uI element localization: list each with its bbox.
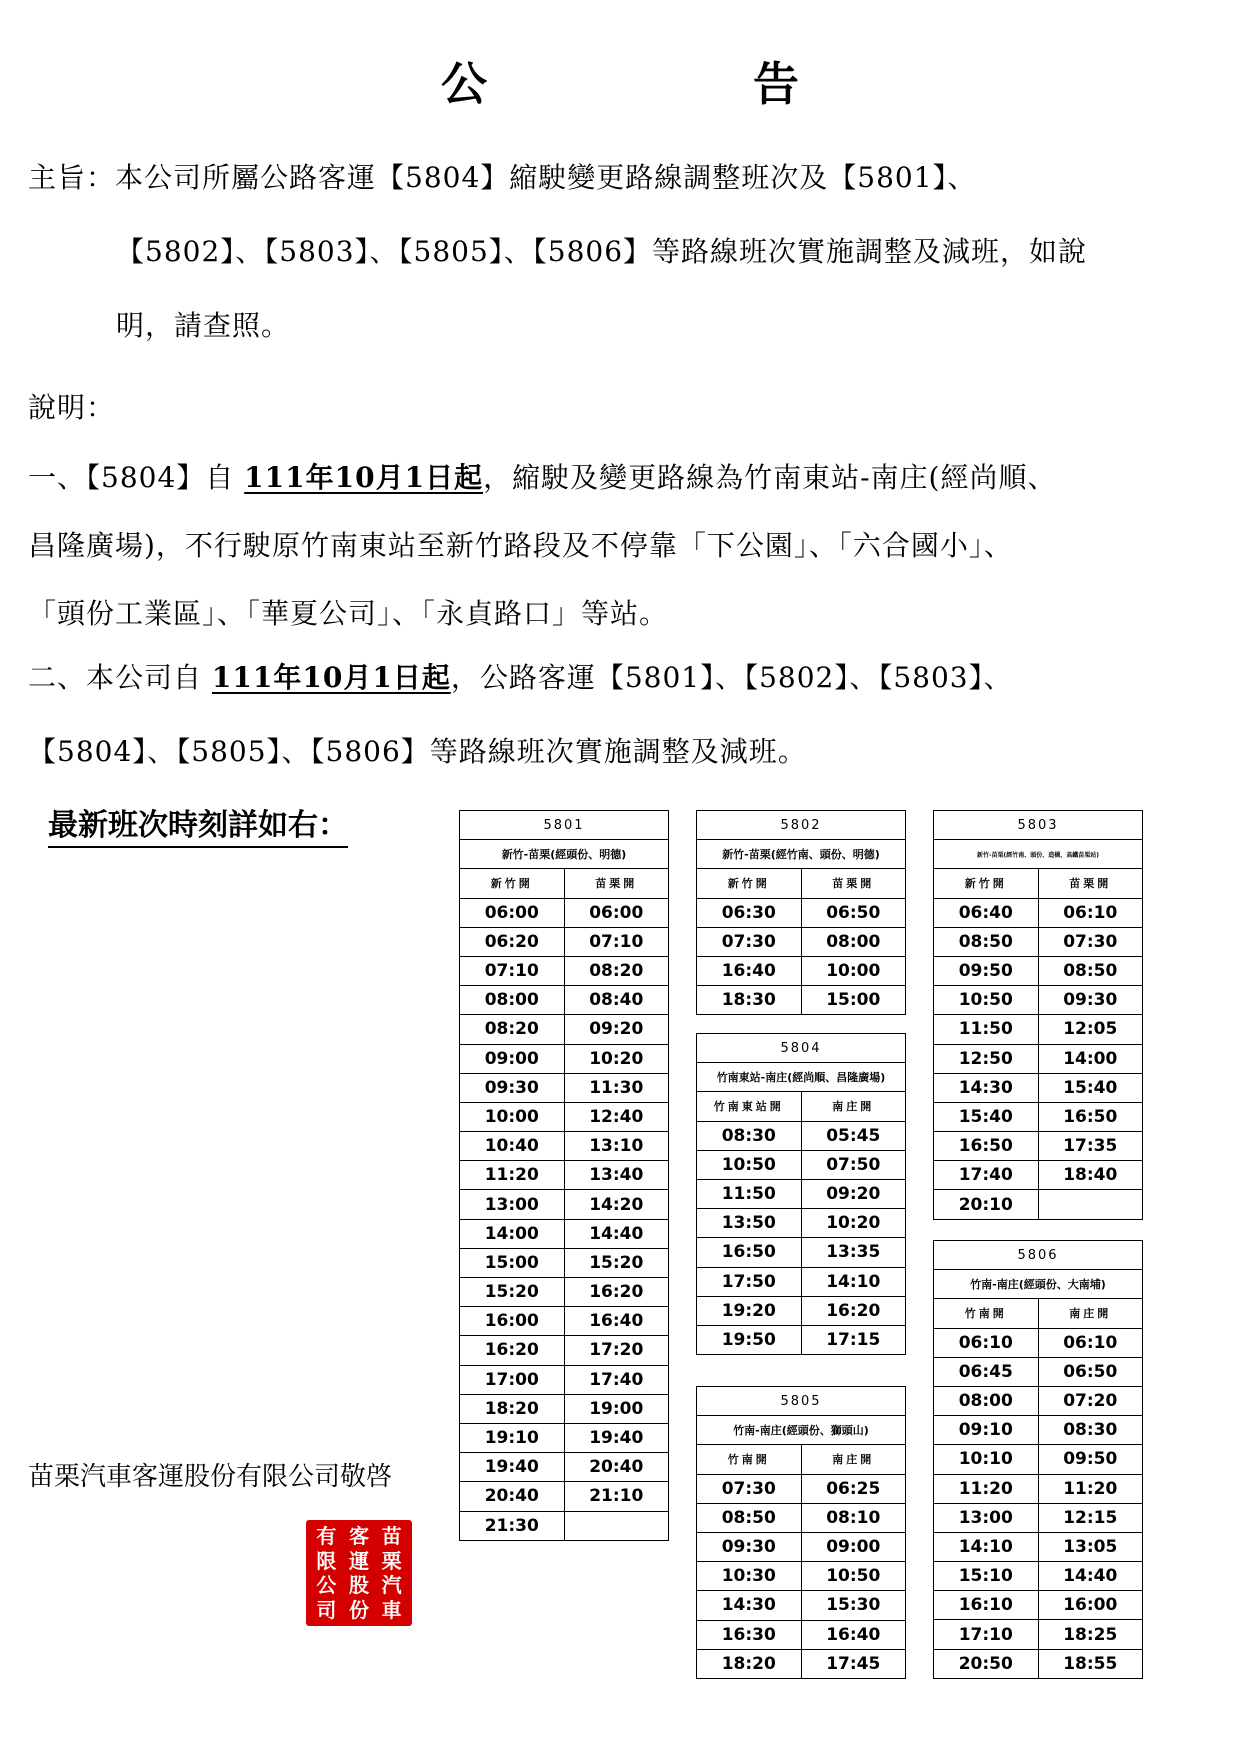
column-header-depart-1: 竹南開 <box>697 1445 802 1474</box>
route-description: 竹南-南庄(經頭份、獅頭山) <box>697 1416 906 1445</box>
time-cell: 10:10 <box>934 1445 1039 1474</box>
route-row <box>697 1387 906 1416</box>
table-row <box>934 1591 1143 1620</box>
time-cell: 20:50 <box>934 1649 1039 1678</box>
route-desc-row <box>934 840 1143 869</box>
time-cell: 16:20 <box>564 1278 669 1307</box>
item1-date: 111年10月1日起 <box>244 461 484 494</box>
company-signature: 苗栗汽車客運股份有限公司敬啓 <box>28 1462 393 1492</box>
table-row <box>934 1445 1143 1474</box>
time-cell: 13:00 <box>460 1190 565 1219</box>
time-cell: 14:00 <box>1038 1044 1143 1073</box>
table-row <box>934 898 1143 927</box>
time-cell: 06:50 <box>1038 1357 1143 1386</box>
time-cell: 13:10 <box>564 1132 669 1161</box>
time-cell: 17:00 <box>460 1365 565 1394</box>
header-row <box>697 1445 906 1474</box>
table-row <box>934 1044 1143 1073</box>
time-cell: 06:10 <box>1038 898 1143 927</box>
time-cell: 11:50 <box>697 1179 802 1208</box>
route-row <box>460 811 669 840</box>
time-cell: 10:50 <box>697 1150 802 1179</box>
table-row <box>697 1532 906 1561</box>
table-row <box>697 1238 906 1267</box>
item2-rest: ，公路客運【5801】、【5802】、【5803】、 <box>450 661 1013 694</box>
time-cell: 08:40 <box>564 986 669 1015</box>
timetable-5801 <box>459 810 669 1541</box>
table-row <box>697 1562 906 1591</box>
table-row <box>934 1503 1143 1532</box>
time-cell: 18:30 <box>697 986 802 1015</box>
header-row <box>934 869 1143 898</box>
table-row <box>697 1325 906 1354</box>
route-number: 5803 <box>934 811 1143 840</box>
timetable-5803 <box>933 810 1143 1220</box>
time-cell: 09:10 <box>934 1416 1039 1445</box>
time-cell: 14:30 <box>934 1073 1039 1102</box>
column-header-depart-2: 苗栗開 <box>801 869 906 898</box>
time-cell: 18:55 <box>1038 1649 1143 1678</box>
table-row <box>934 1649 1143 1678</box>
route-desc-row <box>697 1063 906 1092</box>
time-cell: 10:00 <box>460 1102 565 1131</box>
route-desc-row <box>934 1270 1143 1299</box>
time-cell: 10:20 <box>564 1044 669 1073</box>
table-row <box>934 1161 1143 1190</box>
item2-date: 111年10月1日起 <box>211 661 451 694</box>
table-row <box>460 1394 669 1423</box>
route-description: 新竹-苗栗(經竹南、頭份、造橋、高鐵苗栗站) <box>934 840 1143 869</box>
table-row <box>697 1474 906 1503</box>
subject-line-2: 【5802】、【5803】、【5805】、【5806】等路線班次實施調整及減班，如說 <box>116 235 1088 268</box>
table-row <box>460 927 669 956</box>
table-row <box>460 1219 669 1248</box>
table-row <box>460 1161 669 1190</box>
time-cell: 06:00 <box>460 898 565 927</box>
column-header-depart-2: 南庄開 <box>1038 1299 1143 1328</box>
header-row <box>697 1092 906 1121</box>
table-row <box>697 1620 906 1649</box>
time-cell: 06:10 <box>1038 1328 1143 1357</box>
header-row <box>934 1299 1143 1328</box>
time-cell: 15:40 <box>1038 1073 1143 1102</box>
time-cell: 18:20 <box>460 1394 565 1423</box>
time-cell: 13:05 <box>1038 1532 1143 1561</box>
table-row <box>460 1190 669 1219</box>
table-row <box>934 1416 1143 1445</box>
route-row <box>934 1241 1143 1270</box>
table-row <box>934 1102 1143 1131</box>
table-row <box>934 1562 1143 1591</box>
explanation-item-2 <box>28 660 1013 696</box>
time-cell: 19:20 <box>697 1296 802 1325</box>
time-cell: 17:45 <box>801 1649 906 1678</box>
table-row <box>460 1073 669 1102</box>
time-cell: 06:40 <box>934 898 1039 927</box>
table-row <box>460 1132 669 1161</box>
seal-character: 汽 <box>381 1573 402 1597</box>
table-row <box>697 1649 906 1678</box>
table-row <box>697 1209 906 1238</box>
time-cell: 14:20 <box>564 1190 669 1219</box>
route-desc-row <box>460 840 669 869</box>
time-cell: 09:20 <box>564 1015 669 1044</box>
time-cell: 19:40 <box>564 1423 669 1452</box>
table-row <box>934 1073 1143 1102</box>
time-cell: 13:35 <box>801 1238 906 1267</box>
table-row <box>697 1503 906 1532</box>
time-cell: 16:50 <box>697 1238 802 1267</box>
time-cell: 16:40 <box>801 1620 906 1649</box>
route-number: 5806 <box>934 1241 1143 1270</box>
time-cell: 19:00 <box>564 1394 669 1423</box>
time-cell: 09:30 <box>697 1532 802 1561</box>
time-cell: 14:40 <box>1038 1562 1143 1591</box>
time-cell: 15:00 <box>460 1248 565 1277</box>
timetable-5804 <box>696 1033 906 1355</box>
route-number: 5805 <box>697 1387 906 1416</box>
seal-character: 份 <box>349 1597 369 1622</box>
time-cell: 13:00 <box>934 1503 1039 1532</box>
time-cell: 09:50 <box>934 956 1039 985</box>
timetable-5805 <box>696 1386 906 1679</box>
item1-prefix: 一、【5804】自 <box>28 461 235 494</box>
table-row <box>697 1179 906 1208</box>
time-cell: 10:00 <box>801 956 906 985</box>
time-cell: 08:20 <box>460 1015 565 1044</box>
time-cell: 20:40 <box>460 1482 565 1511</box>
table-row <box>697 1121 906 1150</box>
table-row <box>460 1307 669 1336</box>
time-cell: 05:45 <box>801 1121 906 1150</box>
table-row <box>697 898 906 927</box>
time-cell: 08:30 <box>697 1121 802 1150</box>
time-cell: 14:10 <box>801 1267 906 1296</box>
time-cell: 10:20 <box>801 1209 906 1238</box>
table-row <box>460 1044 669 1073</box>
table-row <box>460 1278 669 1307</box>
time-cell: 10:50 <box>934 986 1039 1015</box>
time-cell: 11:20 <box>1038 1474 1143 1503</box>
time-cell: 06:30 <box>697 898 802 927</box>
time-cell: 15:30 <box>801 1591 906 1620</box>
table-row <box>460 1511 669 1540</box>
time-cell: 09:30 <box>1038 986 1143 1015</box>
table-row <box>460 1015 669 1044</box>
time-cell: 10:30 <box>697 1562 802 1591</box>
table-row <box>697 1150 906 1179</box>
time-cell: 14:00 <box>460 1219 565 1248</box>
table-row <box>460 1423 669 1452</box>
column-header-depart-1: 新竹開 <box>934 869 1039 898</box>
column-header-depart-2: 南庄開 <box>801 1092 906 1121</box>
time-cell: 12:40 <box>564 1102 669 1131</box>
route-row <box>697 811 906 840</box>
time-cell: 12:05 <box>1038 1015 1143 1044</box>
time-cell: 12:50 <box>934 1044 1039 1073</box>
column-header-depart-1: 竹南開 <box>934 1299 1039 1328</box>
time-cell: 18:40 <box>1038 1161 1143 1190</box>
table-row <box>460 986 669 1015</box>
column-header-depart-1: 竹南東站開 <box>697 1092 802 1121</box>
time-cell: 17:20 <box>564 1336 669 1365</box>
time-cell: 10:50 <box>801 1562 906 1591</box>
table-row <box>460 1365 669 1394</box>
time-cell: 08:00 <box>934 1386 1039 1415</box>
column-header-depart-1: 新竹開 <box>460 869 565 898</box>
time-cell: 14:30 <box>697 1591 802 1620</box>
route-description: 新竹-苗栗(經頭份、明德) <box>460 840 669 869</box>
time-cell: 16:50 <box>1038 1102 1143 1131</box>
time-cell: 16:30 <box>697 1620 802 1649</box>
time-cell: 13:40 <box>564 1161 669 1190</box>
seal-character: 運 <box>349 1548 369 1573</box>
time-cell: 15:40 <box>934 1102 1039 1131</box>
table-row <box>934 1474 1143 1503</box>
table-row <box>934 986 1143 1015</box>
seal-character: 栗 <box>381 1548 402 1573</box>
time-cell: 09:30 <box>460 1073 565 1102</box>
route-row <box>697 1034 906 1063</box>
time-cell: 14:40 <box>564 1219 669 1248</box>
time-cell: 20:40 <box>564 1453 669 1482</box>
seal-character: 車 <box>381 1597 402 1622</box>
time-cell: 06:50 <box>801 898 906 927</box>
explanation-label: 說明： <box>28 391 116 424</box>
time-cell: 16:10 <box>934 1591 1039 1620</box>
table-row <box>934 1357 1143 1386</box>
table-row <box>460 1453 669 1482</box>
time-cell: 06:20 <box>460 927 565 956</box>
timetable-5802 <box>696 810 906 1015</box>
time-cell: 10:40 <box>460 1132 565 1161</box>
column-header-depart-2: 苗栗開 <box>1038 869 1143 898</box>
time-cell <box>564 1511 669 1540</box>
table-row <box>697 1591 906 1620</box>
time-cell: 17:35 <box>1038 1132 1143 1161</box>
table-row <box>934 1386 1143 1415</box>
time-cell: 07:30 <box>697 927 802 956</box>
table-row <box>697 956 906 985</box>
time-cell: 16:00 <box>1038 1591 1143 1620</box>
time-cell: 19:50 <box>697 1325 802 1354</box>
time-cell: 19:40 <box>460 1453 565 1482</box>
item2-prefix: 二、本公司自 <box>28 661 203 694</box>
time-cell: 06:25 <box>801 1474 906 1503</box>
time-cell: 15:00 <box>801 986 906 1015</box>
time-cell: 13:50 <box>697 1209 802 1238</box>
time-cell: 18:25 <box>1038 1620 1143 1649</box>
table-row <box>697 986 906 1015</box>
time-cell: 17:40 <box>934 1161 1039 1190</box>
time-cell: 07:10 <box>564 927 669 956</box>
time-cell: 11:50 <box>934 1015 1039 1044</box>
table-row <box>697 927 906 956</box>
time-cell: 16:40 <box>697 956 802 985</box>
table-row <box>934 956 1143 985</box>
time-cell: 15:10 <box>934 1562 1039 1591</box>
time-cell: 09:20 <box>801 1179 906 1208</box>
table-row <box>934 927 1143 956</box>
time-cell: 17:10 <box>934 1620 1039 1649</box>
table-row <box>697 1296 906 1325</box>
route-row <box>934 811 1143 840</box>
table-row <box>697 1267 906 1296</box>
table-row <box>934 1532 1143 1561</box>
table-row <box>934 1328 1143 1357</box>
time-cell: 15:20 <box>460 1278 565 1307</box>
time-cell: 16:20 <box>801 1296 906 1325</box>
route-number: 5801 <box>460 811 669 840</box>
time-cell: 15:20 <box>564 1248 669 1277</box>
column-header-depart-2: 苗栗開 <box>564 869 669 898</box>
time-cell: 16:50 <box>934 1132 1039 1161</box>
route-number: 5802 <box>697 811 906 840</box>
time-cell: 11:30 <box>564 1073 669 1102</box>
header-row <box>697 869 906 898</box>
time-cell: 17:50 <box>697 1267 802 1296</box>
time-cell: 08:30 <box>1038 1416 1143 1445</box>
column-header-depart-2: 南庄開 <box>801 1445 906 1474</box>
seal-character: 公 <box>316 1573 337 1597</box>
time-cell: 09:00 <box>460 1044 565 1073</box>
time-cell <box>1038 1190 1143 1219</box>
seal-character: 司 <box>316 1597 337 1622</box>
time-cell: 08:00 <box>460 986 565 1015</box>
header-row <box>460 869 669 898</box>
table-row <box>460 898 669 927</box>
time-cell: 14:10 <box>934 1532 1039 1561</box>
table-row <box>460 1248 669 1277</box>
time-cell: 17:40 <box>564 1365 669 1394</box>
seal-character: 有 <box>316 1524 337 1548</box>
time-cell: 18:20 <box>697 1649 802 1678</box>
time-cell: 06:45 <box>934 1357 1039 1386</box>
route-description: 新竹-苗栗(經竹南、頭份、明德) <box>697 840 906 869</box>
table-row <box>460 1482 669 1511</box>
time-cell: 07:30 <box>1038 927 1143 956</box>
time-cell: 07:30 <box>697 1474 802 1503</box>
time-cell: 12:15 <box>1038 1503 1143 1532</box>
item1-line-3: 「頭份工業區」、「華夏公司」、「永貞路口」等站。 <box>28 597 669 630</box>
route-desc-row <box>697 840 906 869</box>
subject-line-3: 明，請查照。 <box>116 309 291 342</box>
time-cell: 07:20 <box>1038 1386 1143 1415</box>
time-cell: 19:10 <box>460 1423 565 1452</box>
time-cell: 07:50 <box>801 1150 906 1179</box>
seal-character: 苗 <box>381 1524 402 1548</box>
page-title: 公 告 <box>441 57 909 111</box>
route-description: 竹南-南庄(經頭份、大南埔) <box>934 1270 1143 1299</box>
time-cell: 09:50 <box>1038 1445 1143 1474</box>
seal-character: 限 <box>316 1548 337 1573</box>
time-cell: 11:20 <box>934 1474 1039 1503</box>
seal-character: 客 <box>349 1524 369 1548</box>
route-description: 竹南東站-南庄(經尚順、昌隆廣場) <box>697 1063 906 1092</box>
time-cell: 06:00 <box>564 898 669 927</box>
time-cell: 16:00 <box>460 1307 565 1336</box>
table-row <box>460 1336 669 1365</box>
time-cell: 16:20 <box>460 1336 565 1365</box>
time-cell: 08:00 <box>801 927 906 956</box>
schedule-label: 最新班次時刻詳如右： <box>48 808 348 848</box>
time-cell: 06:10 <box>934 1328 1039 1357</box>
item1-line-2: 昌隆廣場)，不行駛原竹南東站至新竹路段及不停靠「下公園」、「六合國小」、 <box>28 529 1013 562</box>
route-number: 5804 <box>697 1034 906 1063</box>
timetable-5806 <box>933 1240 1143 1679</box>
time-cell: 17:15 <box>801 1325 906 1354</box>
explanation-item-1 <box>28 460 1056 496</box>
time-cell: 20:10 <box>934 1190 1039 1219</box>
table-row <box>934 1132 1143 1161</box>
company-seal <box>306 1520 412 1626</box>
time-cell: 08:50 <box>697 1503 802 1532</box>
time-cell: 08:50 <box>1038 956 1143 985</box>
time-cell: 21:30 <box>460 1511 565 1540</box>
route-desc-row <box>697 1416 906 1445</box>
time-cell: 07:10 <box>460 956 565 985</box>
time-cell: 08:20 <box>564 956 669 985</box>
table-row <box>460 956 669 985</box>
time-cell: 08:10 <box>801 1503 906 1532</box>
table-row <box>934 1015 1143 1044</box>
time-cell: 21:10 <box>564 1482 669 1511</box>
item1-rest: ，縮駛及變更路線為竹南東站-南庄(經尚順、 <box>483 461 1057 494</box>
seal-character: 股 <box>349 1573 369 1597</box>
item2-line-2: 【5804】、【5805】、【5806】等路線班次實施調整及減班。 <box>28 735 807 768</box>
table-row <box>934 1620 1143 1649</box>
time-cell: 08:50 <box>934 927 1039 956</box>
time-cell: 09:00 <box>801 1532 906 1561</box>
table-row <box>460 1102 669 1131</box>
time-cell: 16:40 <box>564 1307 669 1336</box>
column-header-depart-1: 新竹開 <box>697 869 802 898</box>
subject-line-1: 主旨：本公司所屬公路客運【5804】縮駛變更路線調整班次及【5801】、 <box>28 161 977 194</box>
table-row <box>934 1190 1143 1219</box>
time-cell: 11:20 <box>460 1161 565 1190</box>
